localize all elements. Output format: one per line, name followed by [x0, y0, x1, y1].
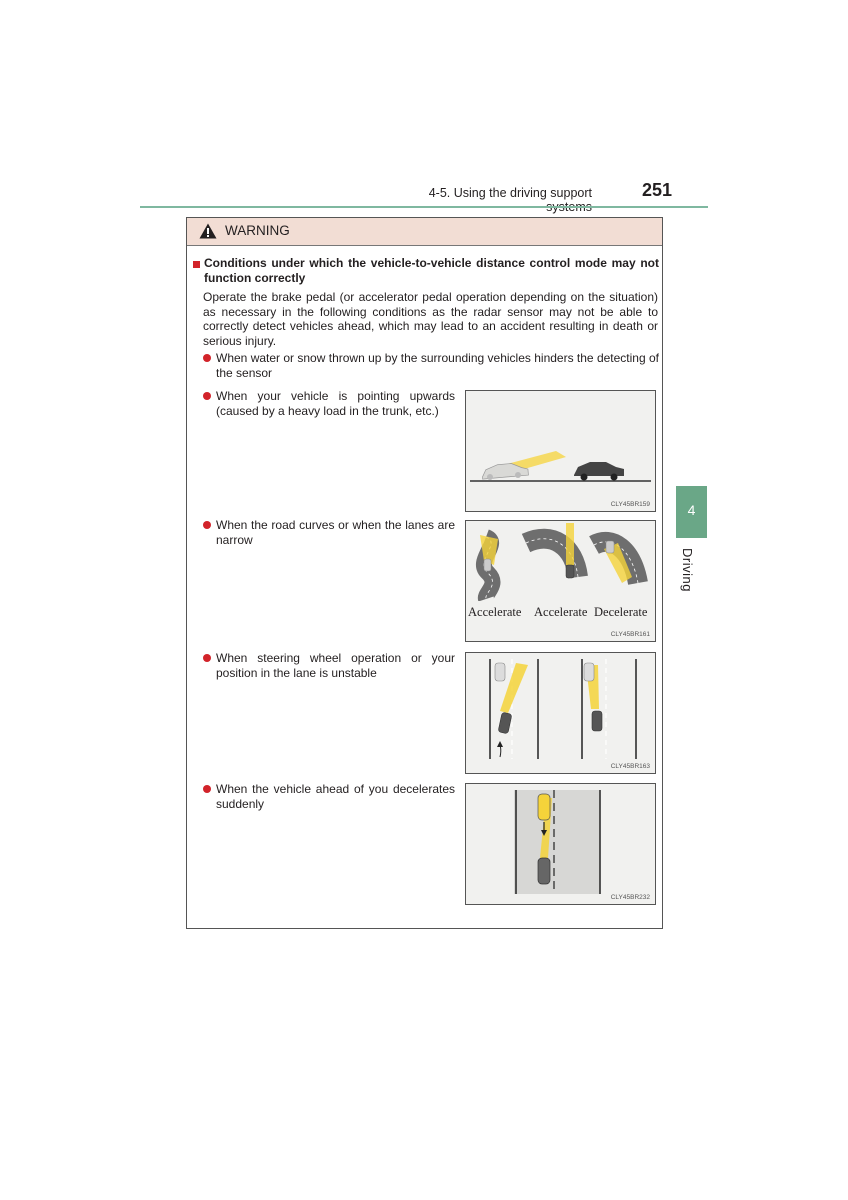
figure-road-curves [465, 520, 656, 642]
warning-header [187, 218, 662, 246]
list-item [203, 518, 455, 547]
bullet-dot-icon [203, 654, 211, 662]
figure-pointing-upwards [465, 390, 656, 512]
figure-vehicle-decelerates [465, 783, 656, 905]
intro-paragraph: Operate the brake pedal (or accelerator pedal operation depending on the situation) as necessary in the following conditions as the radar sensor may not be able to correctly detect vehicles ahead, which may lead to an accident resulting in death or serious injury. [203, 290, 658, 348]
bullet-dot-icon [203, 521, 211, 529]
figure-code: CLY45BR159 [610, 501, 650, 508]
section-header-title: 4-5. Using the driving support [428, 186, 592, 200]
vehicle-decelerates-illustration [466, 784, 655, 904]
list-item [203, 351, 659, 380]
list-item [203, 782, 455, 811]
bullet-dot-icon [203, 392, 211, 400]
pointing-upwards-illustration [466, 391, 655, 511]
figure-caption: Decelerate [594, 605, 648, 619]
warning-title: WARNING [225, 223, 290, 238]
bullet-dot-icon [203, 354, 211, 362]
header-rule [140, 206, 708, 208]
figure-code: CLY45BR163 [610, 763, 650, 770]
list-item-text: When water or snow thrown up by the surrounding vehicles hinders the detecting of the sensor [216, 351, 659, 380]
chapter-label: Driving [680, 548, 695, 592]
chapter-tab: 4 [676, 486, 707, 538]
condition-title: Conditions under which the vehicle-to-vehicle distance control mode may not function correctly [204, 256, 659, 285]
figure-code: CLY45BR161 [610, 631, 650, 638]
list-item [203, 651, 455, 680]
page-number: 251 [641, 180, 672, 200]
bullet-dot-icon [203, 785, 211, 793]
warning-triangle-icon [199, 223, 217, 239]
list-item-text: When steering wheel operation or your position in the lane is unstable [216, 651, 455, 680]
warning-box [186, 217, 663, 929]
figure-caption: Accelerate [468, 605, 522, 619]
list-item-text: When your vehicle is pointing upwards (caused by a heavy load in the trunk, etc.) [216, 389, 455, 418]
figure-caption: Accelerate [534, 605, 588, 619]
road-curves-illustration [466, 521, 655, 601]
figure-unstable-steering [465, 652, 656, 774]
unstable-steering-illustration [466, 653, 655, 773]
list-item-text: When the vehicle ahead of you decelerates suddenly [216, 782, 455, 811]
list-item-text: When the road curves or when the lanes are narrow [216, 518, 455, 547]
list-item [203, 389, 455, 418]
figure-code: CLY45BR232 [610, 894, 650, 901]
condition-bullet-icon [193, 261, 200, 268]
